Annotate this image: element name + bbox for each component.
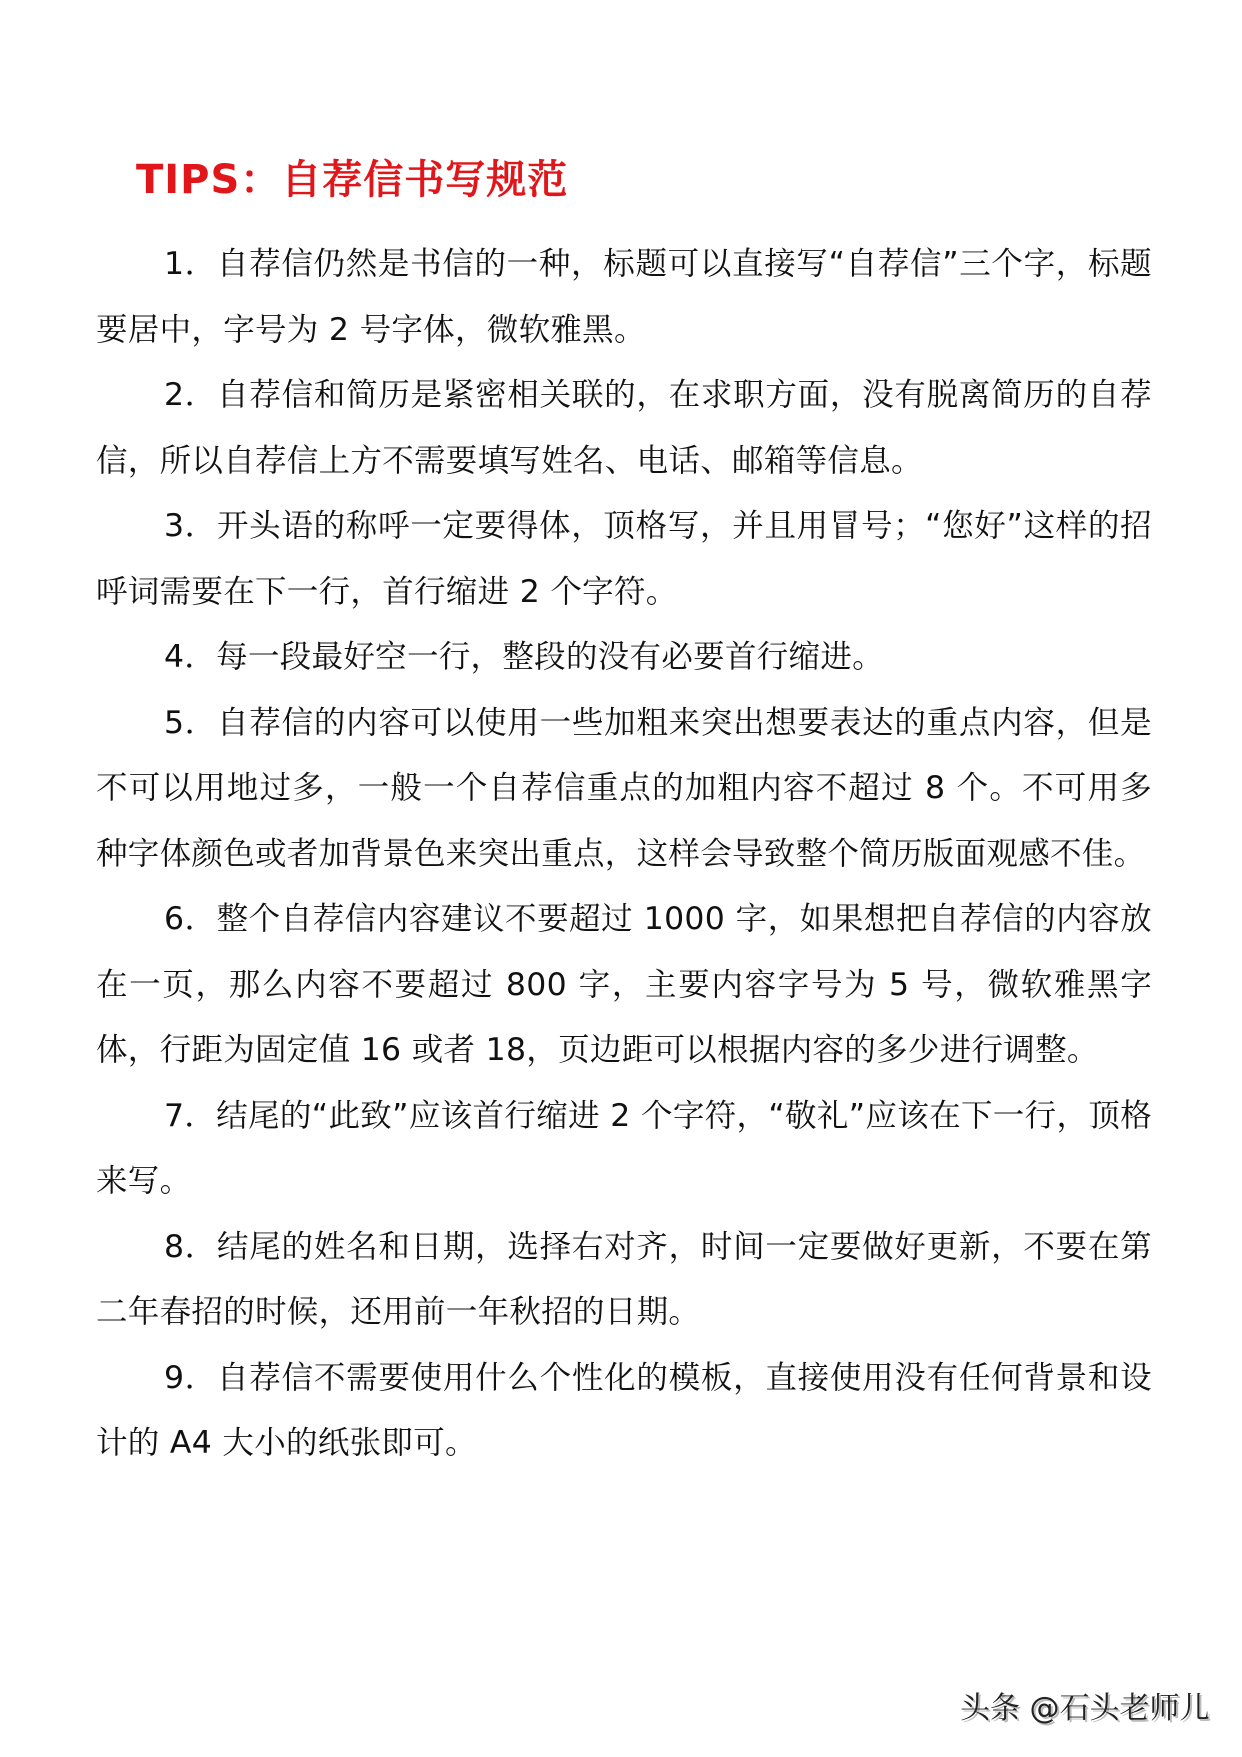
tip-item-5: 5．自荐信的内容可以使用一些加粗来突出想要表达的重点内容，但是不可以用地过多，一般一个自荐信重点的加粗内容不超过 8 个。不可用多种字体颜色或者加背景色来突出重点，这样会导致整个简历版面观感不佳。 (96, 704, 1152, 872)
tip-item-8: 8．结尾的姓名和日期，选择右对齐，时间一定要做好更新，不要在第二年春招的时候，还用前一年秋招的日期。 (96, 1228, 1152, 1330)
tip-item-3: 3．开头语的称呼一定要得体，顶格写，并且用冒号；“您好”这样的招呼词需要在下一行，首行缩进 2 个字符。 (96, 508, 1152, 610)
tip-item-7: 7．结尾的“此致”应该首行缩进 2 个字符，“敬礼”应该在下一行，顶格来写。 (96, 1097, 1152, 1199)
watermark: 头条 @石头老师儿 (960, 1691, 1210, 1726)
tip-item-4: 4．每一段最好空一行，整段的没有必要首行缩进。 (164, 639, 884, 675)
page-title: TIPS：自荐信书写规范 (136, 157, 569, 203)
tip-item-1: 1．自荐信仍然是书信的一种，标题可以直接写“自荐信”三个字，标题要居中，字号为 2 号字体，微软雅黑。 (96, 246, 1152, 348)
tip-item-2: 2．自荐信和简历是紧密相关联的，在求职方面，没有脱离简历的自荐信，所以自荐信上方不需要填写姓名、电话、邮箱等信息。 (96, 377, 1152, 479)
tips-list (96, 232, 1152, 1477)
tip-item-6: 6．整个自荐信内容建议不要超过 1000 字，如果想把自荐信的内容放在一页，那么内容不要超过 800 字，主要内容字号为 5 号，微软雅黑字体，行距为固定值 16 或者 18，页边距可以根据内容的多少进行调整。 (96, 901, 1152, 1068)
tip-item-9: 9．自荐信不需要使用什么个性化的模板，直接使用没有任何背景和设计的 A4 大小的纸张即可。 (96, 1359, 1152, 1461)
